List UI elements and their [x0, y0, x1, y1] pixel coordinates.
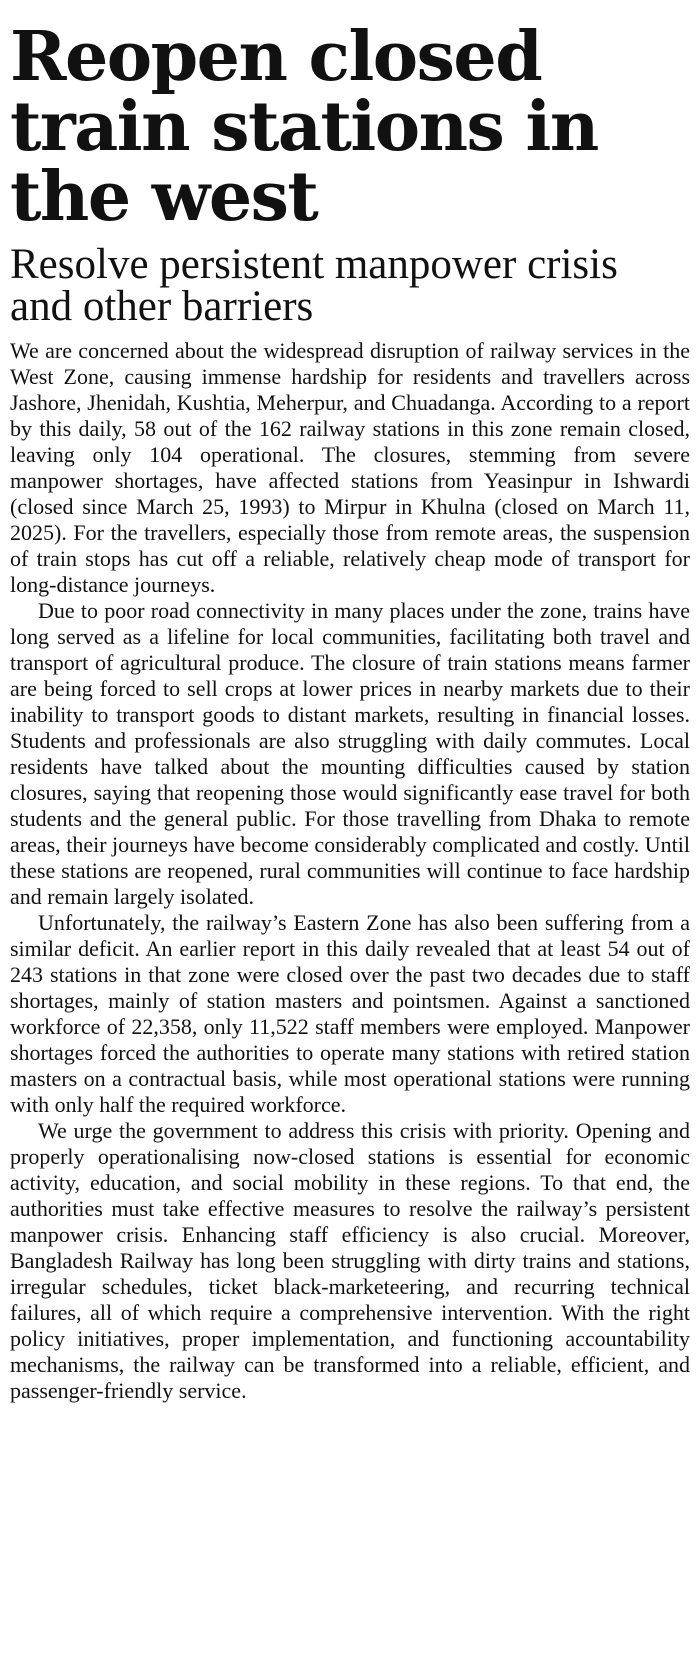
headline: Reopen closed train stations in the west — [10, 17, 598, 237]
paragraph-3: Unfortunately, the railway’s Eastern Zone has also been suffering from a similar deficit. An earlier report in this daily revealed that at least 54 out of 243 stations in that zone were closed over the past two decades due to staff shortages, mainly of station masters and pointsmen. Against a sanctioned workforce of 22,358, only 11,522 staff members were employed. Manpower shortages forced the authorities to operate many stations with retired station masters on a contractual basis, while most operational stations were running with only half the required workforce. — [10, 910, 690, 1117]
paragraph-2: Due to poor road connectivity in many places under the zone, trains have long served as a lifeline for local communities, facilitating both travel and transport of agricultural produce. The closure of train stations means farmer are being forced to sell crops at lower prices in nearby markets due to their inability to transport goods to distant markets, resulting in financial losses. Students and professionals are also struggling with daily commutes. Local residents have talked about the mounting difficulties caused by station closures, saying that reopening those would significantly ease travel for both students and the general public. For those travelling from Dhaka to remote areas, their journeys have become considerably complicated and costly. Until these stations are reopened, rural communities will continue to face hardship and remain largely isolated. — [10, 598, 690, 909]
paragraph-4: We urge the government to address this crisis with priority. Opening and properly operationalising now-closed stations is essential for economic activity, education, and social mobility in these regions. To that end, the authorities must take effective measures to resolve the railway’s persistent manpower crisis. Enhancing staff efficiency is also crucial. Moreover, Bangladesh Railway has long been struggling with dirty trains and stations, irregular schedules, ticket black-marketeering, and recurring technical failures, all of which require a comprehensive intervention. With the right policy initiatives, proper implementation, and functioning accountability mechanisms, the railway can be transformed into a reliable, efficient, and passenger-friendly service. — [10, 1118, 690, 1403]
article-body — [10, 338, 690, 1404]
paragraph-1: We are concerned about the widespread disruption of railway services in the West Zone, causing immense hardship for residents and travellers across Jashore, Jhenidah, Kushtia, Meherpur, and Chuadanga. According to a report by this daily, 58 out of the 162 railway stations in this zone remain closed, leaving only 104 operational. The closures, stemming from severe manpower shortages, have affected stations from Yeasinpur in Ishwardi (closed since March 25, 1993) to Mirpur in Khulna (closed on March 11, 2025). For the travellers, especially those from remote areas, the suspension of train stops has cut off a reliable, relatively cheap mode of transport for long-distance journeys. — [10, 338, 690, 597]
editorial-article — [10, 17, 690, 1404]
subheadline: Resolve persistent manpower crisis and other barriers — [10, 241, 618, 330]
